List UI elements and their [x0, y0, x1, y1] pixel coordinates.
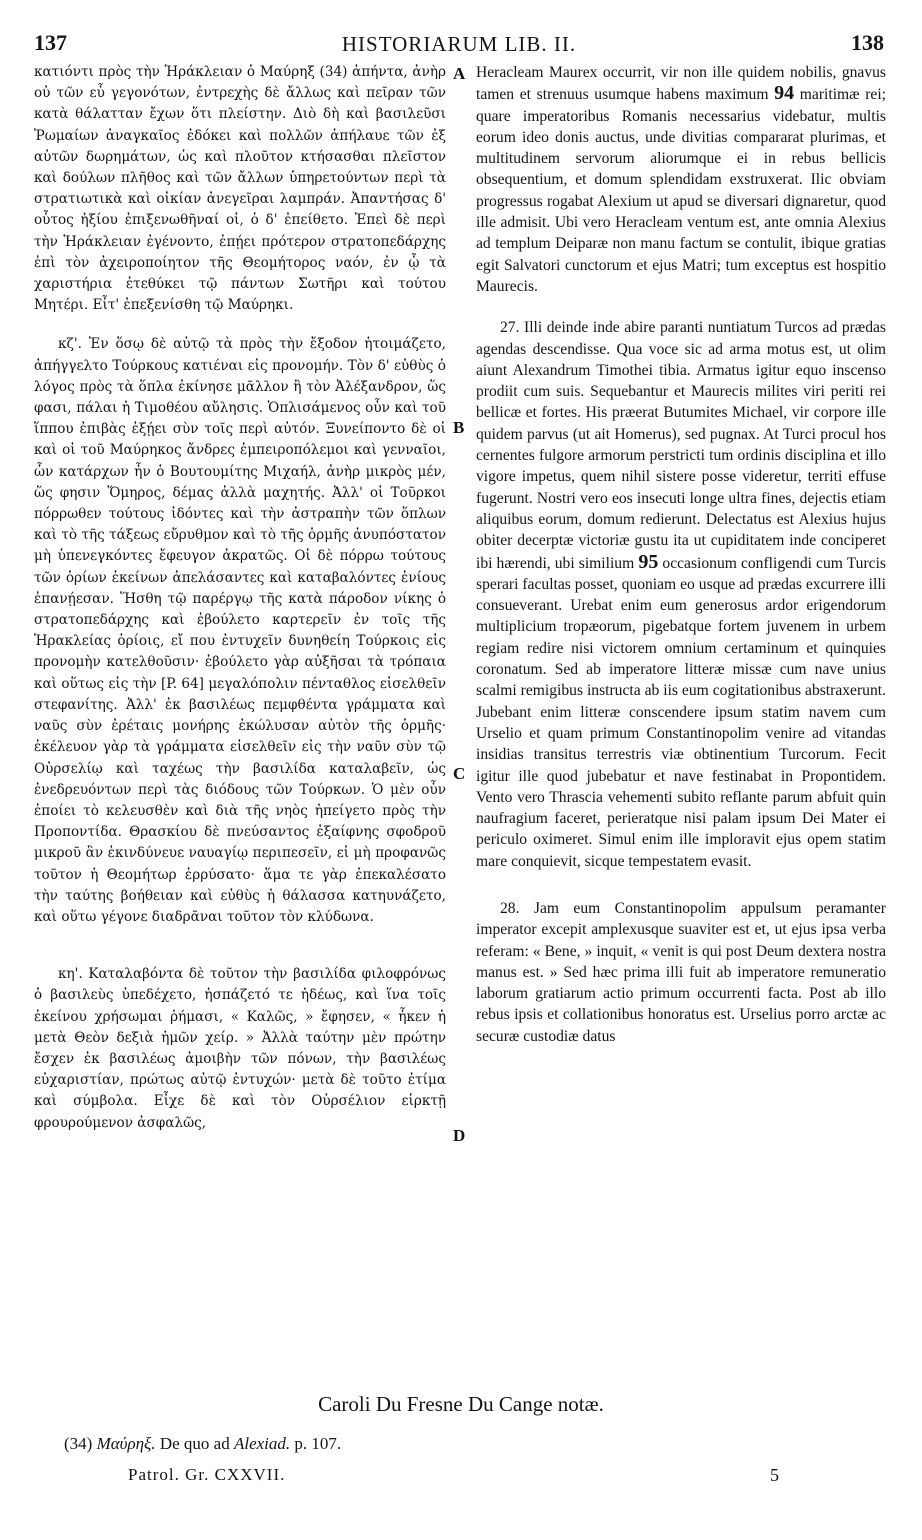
margin-letter-b: B: [453, 418, 465, 437]
notes-heading: Caroli Du Fresne Du Cange notæ.: [318, 1392, 604, 1416]
margin-letter-a: A: [453, 64, 466, 83]
marginal-number-94: 94: [774, 82, 795, 105]
running-title: HISTORIARUM LIB. II.: [341, 32, 577, 56]
signature-number: 5: [770, 1465, 779, 1485]
footnote-keyword: Μαύρηξ.: [96, 1434, 156, 1453]
greek-paragraph-1: κατιόντι πρὸς τὴν Ἡράκλειαν ὁ Μαύρηξ (34) ἀπήντα, ἀνὴρ οὐ τῶν εὖ γεγονότων, ἐντρεχὴς δὲ ἄλλως καὶ πεῖραν τῶν κατὰ θάλατταν ἔχων ὅτι πλείστην. Διὸ δὴ καὶ βασιλεῦσι Ῥωμαίων ἀναγκαῖος ἐδόκει καὶ πολλῶν ἀπήλαυε τῶν ἐξ αὐτῶν δωρημάτων, ὡς καὶ πλοῦτον κτήσασθαι πλεῖστον καὶ δούλων πλῆθος καὶ τῶν ἄλλων ὑπηρετούντων περὶ τὰ στρατιωτικὰ καὶ οἰκίαν ἀνεγεῖραι λαμπράν. Ἀπαντήσας δ' οὗτος ἠξίου ἐπιξενωθῆναί οἱ, ὁ δ' ἐπείθετο. Ἐπεὶ δὲ περὶ τὴν Ἡράκλειαν ἐγένοντο, ἐπῄει πρότερον στρατοπεδάρχης ἐπὶ τὸν ἀχειροποίητον τῆς Θεομήτορος ναόν, ἐν ᾧ τὰ χαριστήρια ἐτεθύκει τῷ πάντων Σωτῆρι καὶ τούτου Μητέρι. Εἶτ' ἐπεξενίσθη τῷ Μαύρηκι.: [34, 64, 446, 314]
margin-letter-d: D: [453, 1126, 466, 1145]
latin-paragraph-1-end: maritimæ rei; quare imperatoribus Romanis necessarius videbatur, multis eorum ideo donis auctus, unde divitias compararat plurimas, et multitudinem servorum aliorumque ei in rebus bellicis obsequentium, et domum splendidam exstruxerat. Ilic obviam progressus rogabat Alexium ut apud se diversari dignaretur, quod ille admisit. Ubi vero Heracleam ventum est, ante omnia Alexius ad templum Deiparæ non manu factum se contulit, ibique gratias egit Salvatori cunctorum et ejus Matri; tum exceptus est hospitio Maurecis.: [476, 86, 886, 295]
latin-paragraph-2-end: occasionum confligendi cum Turcis sperari facultas posset, quoniam eo usque ad prædas excurrere illi consueverant. Urebat enim eum generosus ardor erigendorum multiplicium tropæorum, pigebatque fortem juvenem in urbem regiam redire nisi victorem omnium certaminum et quinquies coronatum. Sed ab imperatore litteræ missæ cum nave unius scalmi remigibus instructa ab iis eum cogitationibus abstraxerunt. Jubebant enim litteræ conscendere ipsum statim navem cum Urselio et quam primum Constantinopolim venire ad vitandas insidias transitus terrestris viæ obtinentium Turcorum. Fecit igitur ille quod jubebatur et nave festinabat in Propontidem. Vento vero Thrascia vehementi subito reflante parum abfuit quin naufragium faceret, perieratque nisi palam ipsum Dei Mater ei periculo oximeret. Simul enim ille imploravit ejus opem statim mare conquievit, sicque tempestatem evasit.: [476, 554, 886, 870]
footnote-number: (34): [64, 1434, 93, 1453]
footnote-text: De quo ad: [155, 1434, 234, 1453]
latin-column: [476, 62, 886, 1132]
greek-column: [34, 62, 446, 1132]
latin-paragraph-2: [476, 317, 886, 872]
page-number-left: 137: [34, 30, 67, 55]
margin-letter-c: C: [453, 764, 466, 783]
latin-paragraph-1: [476, 62, 886, 297]
footnote-34: [64, 1434, 341, 1454]
latin-paragraph-3: 28. Jam eum Constantinopolim appulsum peramanter imperator excepit amplexusque suaviter est et, ut ejus ipsa verba referam: « Bene, » inquit, « venit is qui post Deum dextera nostra manus est. » Sed hæc prima illi fuit ab imperatore remuneratio laborum gratiarum actio primum occurrenti facta. Post ab illo rebus ipsis et collationibus honoratus est. Urselius porro arctæ ac securæ custodiæ datus: [476, 899, 886, 1045]
footnote-page: p. 107.: [290, 1434, 342, 1453]
footnote-reference: Alexiad.: [233, 1434, 291, 1453]
page-number-right: 138: [851, 30, 884, 55]
latin-paragraph-2-start: 27. Illi deinde inde abire paranti nuntiatum Turcos ad prædas agendas descendisse. Qua voce sic ad arma motus est, ut olim aiunt Alexandrum Timothei tibia. Armatus igitur equo inscenso prodiit cum suis. Sequebantur et Maurecis milites viri periti rei bellicæ et fortes. His præerat Butumites Michael, vir corpore ille quidem parvus (ut ait Homerus), sed pugnax. At Turci procul hos cernentes fulgore armorum perstricti tum ordinis disciplina et illo vigore impetus, quem nihil sistere posse videretur, territi effuse fugerunt. Nostri vero eos insecuti longe ultra fines, dejectis etiam aliquibus eorum, domum redierunt. Delectatus est Alexius hujus obiter decerptæ victoriæ gustu ita ut cupiditatem inde conciperet ibi hærendi, ubi similium: [476, 319, 886, 572]
running-header: [34, 30, 884, 56]
marginal-number-95: 95: [638, 550, 659, 573]
greek-paragraph-3: κη'. Καταλαβόντα δὲ τοῦτον τὴν βασιλίδα φιλοφρόνως ὁ βασιλεὺς ὑπεδέχετο, ἠσπάζετό τε ἡδέως, καὶ ἵνα τοῖς ἐκείνου χρήσωμαι ῥήμασι, « Καλῶς, » ἔφησεν, « ἧκεν ἡ μετὰ Θεὸν δεξιὰ ἡμῶν χείρ. » Ἀλλὰ ταύτην μὲν πρώτην ἔσχεν ἐκ βασιλέως ἀμοιβὴν τῶν πόνων, τὴν βασιλέως εὐχαριστίαν, πρώτως αὐτῷ ἐντυχών· μετὰ δὲ τοῦτο ἐτίμα καὶ σύμβολα. Εἶχε δὲ καὶ τὸν Οὐρσέλιον εἱρκτῇ φρουρούμενον ἀσφαλῶς,: [34, 966, 446, 1131]
series-signature: Patrol. Gr. CXXVII.: [128, 1465, 286, 1484]
latin-paragraph-1-start: Heracleam Maurex occurrit, vir non ille quidem nobilis, gnavus tamen et strenuus usumque habens maximum: [476, 64, 886, 104]
greek-paragraph-2: κζ'. Ἐν ὅσῳ δὲ αὐτῷ τὰ πρὸς τὴν ἔξοδον ἡτοιμάζετο, ἀπήγγελτο Τούρκους κατιέναι εἰς προνομήν. Τὸν δ' εὐθὺς ὁ λόγος πρὸς τὰ ὅπλα ἐκίνησε μᾶλλον ἢ τὸν Ἀλέξανδρον, ὥς φασι, πάλαι ἡ Τιμοθέου αὔλησις. Ὁπλισάμενος οὖν καὶ τοῦ ἵππου ἐπιβὰς ἐξῄει σὺν τοῖς περὶ αὐτόν. Ξυνείποντο δὲ οἱ καὶ οἱ τοῦ Μαύρηκος ἄνδρες ἐμπειροπόλεμοι καὶ γενναῖοι, ὧν κατάρχων ἦν ὁ Βουτουμίτης Μιχαήλ, ἀνὴρ μικρὸς μέν, ὥς φησιν Ὅμηρος, δέμας ἀλλὰ μαχητής. Ἀλλ' οἱ Τοῦρκοι πόρρωθεν τούτους ἰδόντες καὶ τὴν ἀστραπὴν τῶν ὅπλων καὶ τὸ τῆς τάξεως εὔρυθμον καὶ τὸ τῆς ὁρμῆς ἀνυπόστατον μὴ ὑπενεγκόντες ἔφευγον ἀκρατῶς. Οἱ δὲ πόρρω τούτους τῶν ὁρίων ἐκείνων ἀπελάσαντες καὶ καταβαλόντες ἐνίους ἐπανῄεσαν. Ἥσθη τῷ παρέργῳ τῆς κατὰ πάροδον νίκης ὁ στρατοπεδάρχης καὶ ἐβούλετο καρτερεῖν ἐν τοῖς τῆς Ἡρακλείας ὁρίοις, εἴ που ἐντυχεῖν δυνηθείη Τούρκοις εἰς προνομὴν κατελθοῦσιν· ἐβούλετο γὰρ αὐξῆσαι τὰ τρόπαια καὶ οὕτως εἰς τὴν [P. 64] μεγαλόπολιν πένταθλος εἰσελθεῖν στεφανίτης. Ἀλλ' ἐκ βασιλέως πεμφθέντα γράμματα καὶ ναῦς σὺν ἐρέταις μονήρης ἐκώλυσαν αὐτὸν τῆς ὁρμῆς· ἐκέλευον γὰρ τὰ γράμματα εἰσελθεῖν εἰς τὴν ναῦν σὺν τῷ Οὐρσελίῳ καὶ ταχέως τὴν βασιλίδα καταλαβεῖν, ὡς ἐνεδρευόντων περὶ τὰς διόδους τῶν Τούρκων. Ὁ μὲν οὖν ἐποίει τὸ κελευσθὲν καὶ διὰ τῆς νηὸς ἠπείγετο πρὸς τὴν Προποντίδα. Θρασκίου δὲ πνεύσαντος ἐξαίφνης σφοδροῦ μικροῦ ἂν ἐκινδύνευε ναυαγίῳ περιπεσεῖν, εἰ μὴ προφανῶς τοῦτον ἡ Θεομήτωρ ἐρρύσατο· ἅμα τε γὰρ ἐπεκαλέσατο τὴν ταύτης βοήθειαν καὶ εὐθὺς ἡ θάλασσα κατηυνάζετο, καὶ οὕτω γέγονε διαδρᾶναι τοῦτον τὸν κλύδωνα.: [34, 336, 446, 925]
